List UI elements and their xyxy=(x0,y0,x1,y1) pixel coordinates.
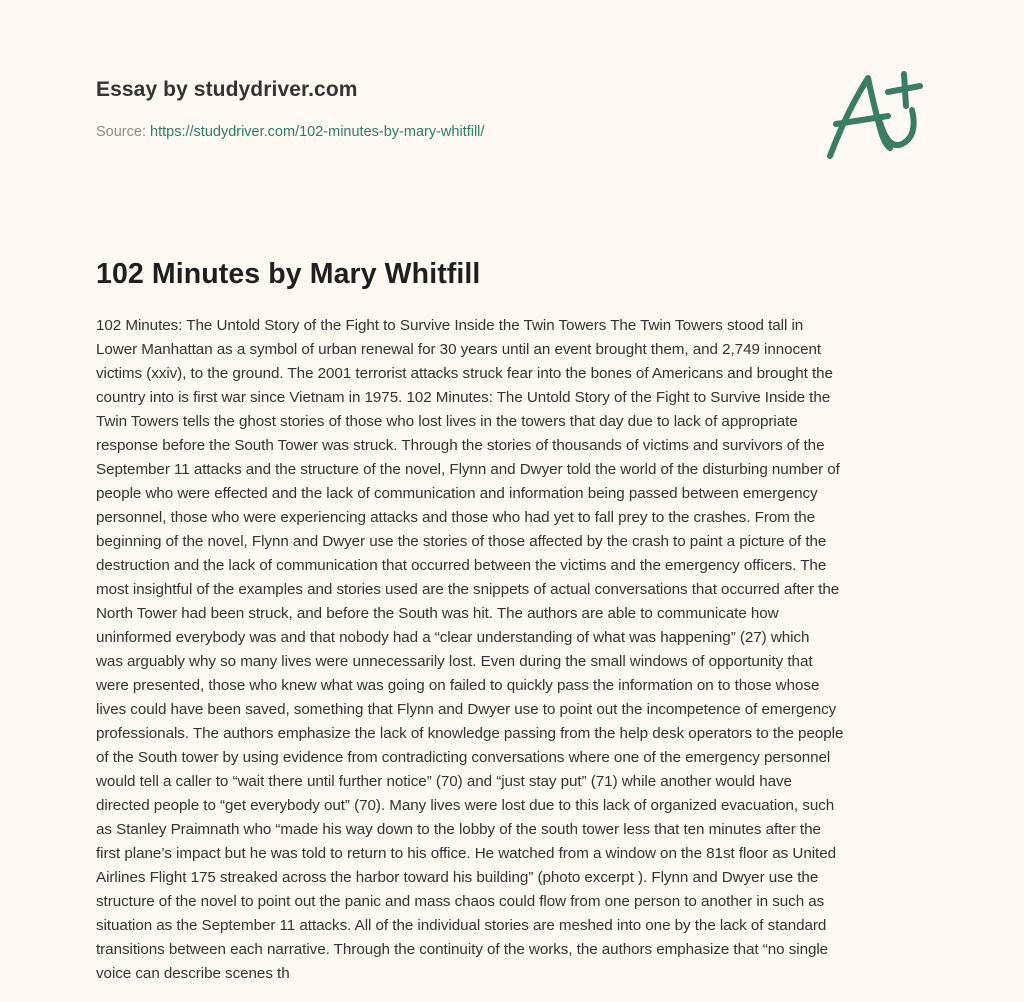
source-label: Source: xyxy=(96,124,146,140)
essay-line: victims (xxiv), to the ground. The 2001 terrorist attacks struck fear into the bones of Americans and brought the xyxy=(96,365,833,382)
source-link[interactable]: https://studydriver.com/102-minutes-by-mary-whitfill/ xyxy=(150,124,485,140)
essay-line: were presented, those who knew what was going on failed to quickly pass the information on to those whose xyxy=(96,677,820,694)
essay-line: situation as the September 11 attacks. All of the individual stories are meshed into one by the lack of standard xyxy=(96,917,827,934)
essay-line: beginning of the novel, Flynn and Dwyer use the stories of those affected by the crash to paint a picture of the xyxy=(96,533,827,550)
a-plus-grade-icon xyxy=(822,66,930,166)
essay-line: North Tower had been struck, and before the South was hit. The authors are able to communicate how xyxy=(96,605,779,622)
a-plus-logo-svg xyxy=(822,66,930,166)
essay-header xyxy=(96,74,796,142)
essay-line: structure of the novel to point out the panic and mass chaos could flow from one person to another in such as xyxy=(96,893,825,910)
essay-line: country into is first war since Vietnam in 1975. 102 Minutes: The Untold Story of the Fight to Survive Inside the xyxy=(96,389,831,406)
essay-line: was arguably why so many lives were unnecessarily lost. Even during the small windows of opportunity that xyxy=(96,653,813,670)
essay-line: Twin Towers tells the ghost stories of those who lost lives in the towers that day due to lack of appropriate xyxy=(96,413,798,430)
essay-line: most insightful of the examples and stories used are the snippets of actual conversations that occurred after the xyxy=(96,581,840,598)
essay-line: transitions between each narrative. Through the continuity of the works, the authors emphasize that “no single xyxy=(96,941,829,958)
essay-line: lives could have been saved, something that Flynn and Dwyer use to point out the incompetence of emergency xyxy=(96,701,837,718)
essay-line: directed people to “get everybody out” (70). Many lives were lost due to this lack of organized evacuation, such xyxy=(96,797,835,814)
essay-line: September 11 attacks and the structure of the novel, Flynn and Dwyer told the world of the disturbing number of xyxy=(96,461,840,478)
essay-line: professionals. The authors emphasize the lack of knowledge passing from the help desk operators to the people xyxy=(96,725,844,742)
essay-line: people who were effected and the lack of communication and information being passed between emergency xyxy=(96,485,818,502)
site-title: Essay by studydriver.com xyxy=(96,78,358,101)
essay-line: would tell a caller to “wait there until further notice” (70) and “just stay put” (71) while another would have xyxy=(96,773,792,790)
essay-line: as Stanley Praimnath who “made his way down to the lobby of the south tower less that ten minutes after the xyxy=(96,821,821,838)
essay-line: Lower Manhattan as a symbol of urban renewal for 30 years until an event brought them, and 2,749 innocent xyxy=(96,341,822,358)
essay-body xyxy=(96,314,928,986)
essay-line: first plane’s impact but he was told to return to his office. He watched from a window on the 81st floor as United xyxy=(96,845,837,862)
essay-line: voice can describe scenes th xyxy=(96,965,290,982)
essay-line: Airlines Flight 175 streaked across the harbor toward his building” (photo excerpt ). Flynn and Dwyer use the xyxy=(96,869,819,886)
essay-line: uninformed everybody was and that nobody had a “clear understanding of what was happening” (27) which xyxy=(96,629,810,646)
essay-line: of the South tower by using evidence from contradicting conversations where one of the emergency personnel xyxy=(96,749,831,766)
essay-line: response before the South Tower was struck. Through the stories of thousands of victims and survivors of the xyxy=(96,437,825,454)
essay-line: destruction and the lack of communication that occurred between the victims and the emergency officers. The xyxy=(96,557,827,574)
essay-line: personnel, those who were experiencing attacks and those who had yet to fall prey to the crashes. From the xyxy=(96,509,816,526)
document-title: 102 Minutes by Mary Whitfill xyxy=(96,258,481,290)
source-line xyxy=(96,122,796,142)
essay-line: 102 Minutes: The Untold Story of the Fight to Survive Inside the Twin Towers The Twin Towers stood tall in xyxy=(96,317,804,334)
